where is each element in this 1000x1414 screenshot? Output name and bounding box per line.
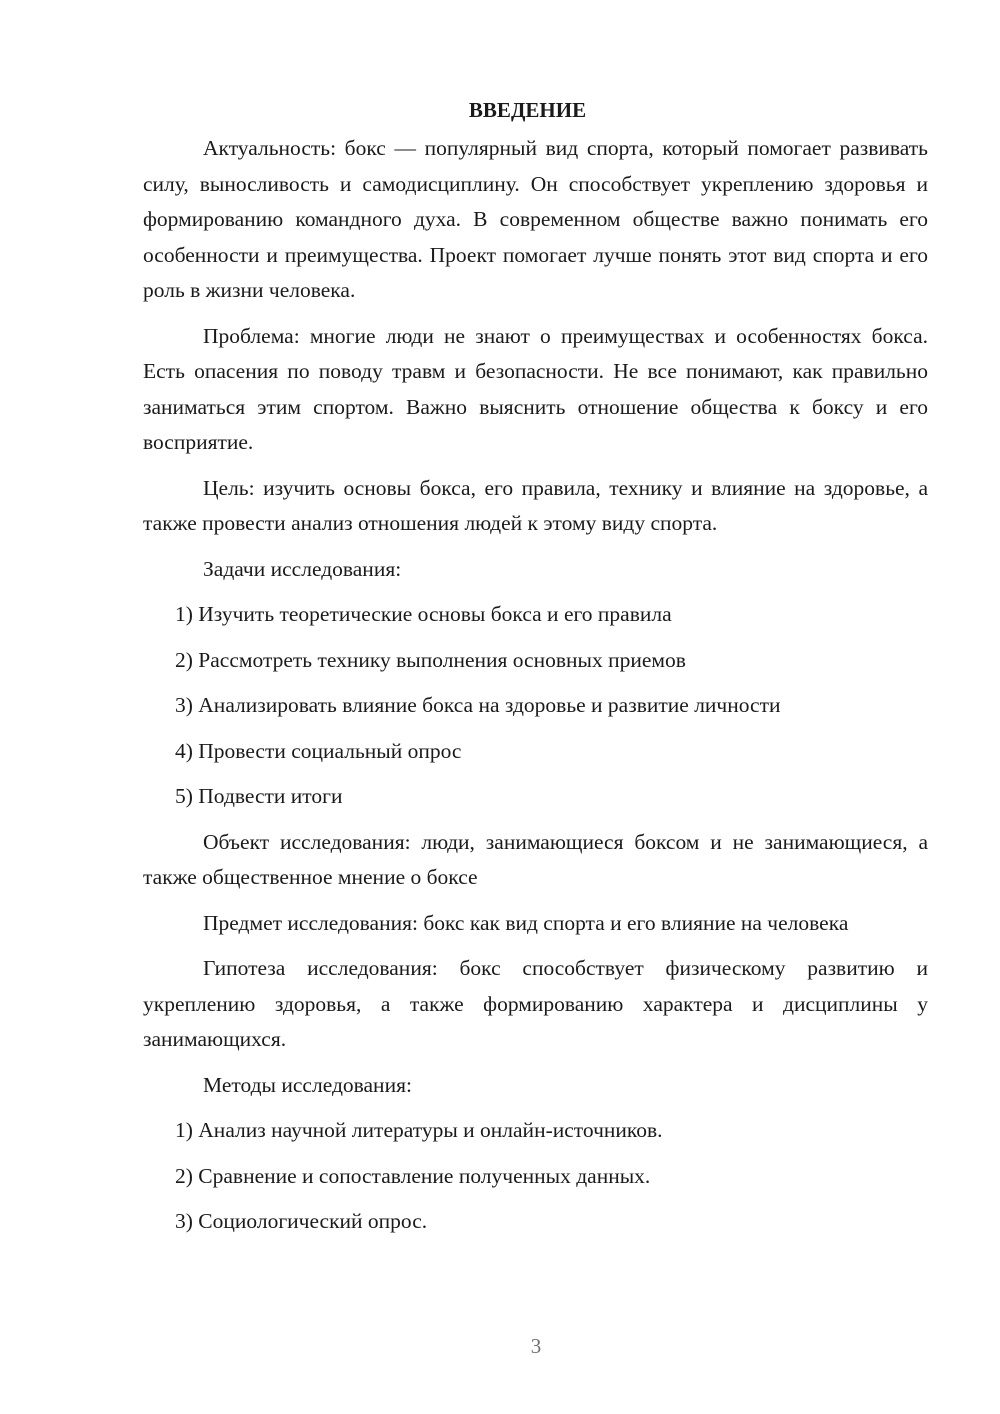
problem-paragraph: Проблема: многие люди не знают о преимуществах и особенностях бокса. Есть опасения по поводу травм и безопасности. Не все понимают, как правильно заниматься этим спортом. Важно выяснить отношение общества к боксу и его восприятие.: [143, 323, 928, 454]
task-item: 4) Провести социальный опрос: [175, 738, 462, 763]
subject-paragraph: Предмет исследования: бокс как вид спорта и его влияние на человека: [203, 910, 849, 935]
method-item: 2) Сравнение и сопоставление полученных данных.: [175, 1163, 651, 1188]
task-item: 5) Подвести итоги: [175, 784, 343, 808]
page-title: ВВЕДЕНИЕ: [468, 98, 587, 122]
relevance-paragraph: Актуальность: бокс — популярный вид спорта, который помогает развивать силу, выносливость и самодисциплину. Он способствует укреплению здоровья и формированию командного духа. В современном обществе важно понимать его особенности и преимущества. Проект помогает лучше понять этот вид спорта и его роль в жизни человека.: [143, 136, 928, 302]
object-paragraph: Объект исследования: люди, занимающиеся боксом и не занимающиеся, а также общественное мнение о боксе: [143, 829, 928, 889]
task-item: 3) Анализировать влияние бокса на здоровье и развитие личности: [175, 693, 781, 717]
method-item: 3) Социологический опрос.: [175, 1209, 428, 1233]
methods-heading: Методы исследования:: [203, 1072, 412, 1097]
goal-paragraph: Цель: изучить основы бокса, его правила, технику и влияние на здоровье, а также провести анализ отношения людей к этому виду спорта.: [143, 475, 928, 535]
tasks-heading: Задачи исследования:: [203, 556, 402, 581]
task-item: 2) Рассмотреть технику выполнения основных приемов: [175, 647, 686, 672]
method-item: 1) Анализ научной литературы и онлайн-источников.: [175, 1118, 663, 1142]
document-page: [143, 95, 928, 1250]
hypothesis-paragraph: Гипотеза исследования: бокс способствует физическому развитию и укреплению здоровья, а также формированию характера и дисциплины у занимающихся.: [143, 956, 928, 1051]
page-number: 3: [530, 1334, 542, 1358]
task-item: 1) Изучить теоретические основы бокса и его правила: [175, 602, 672, 626]
